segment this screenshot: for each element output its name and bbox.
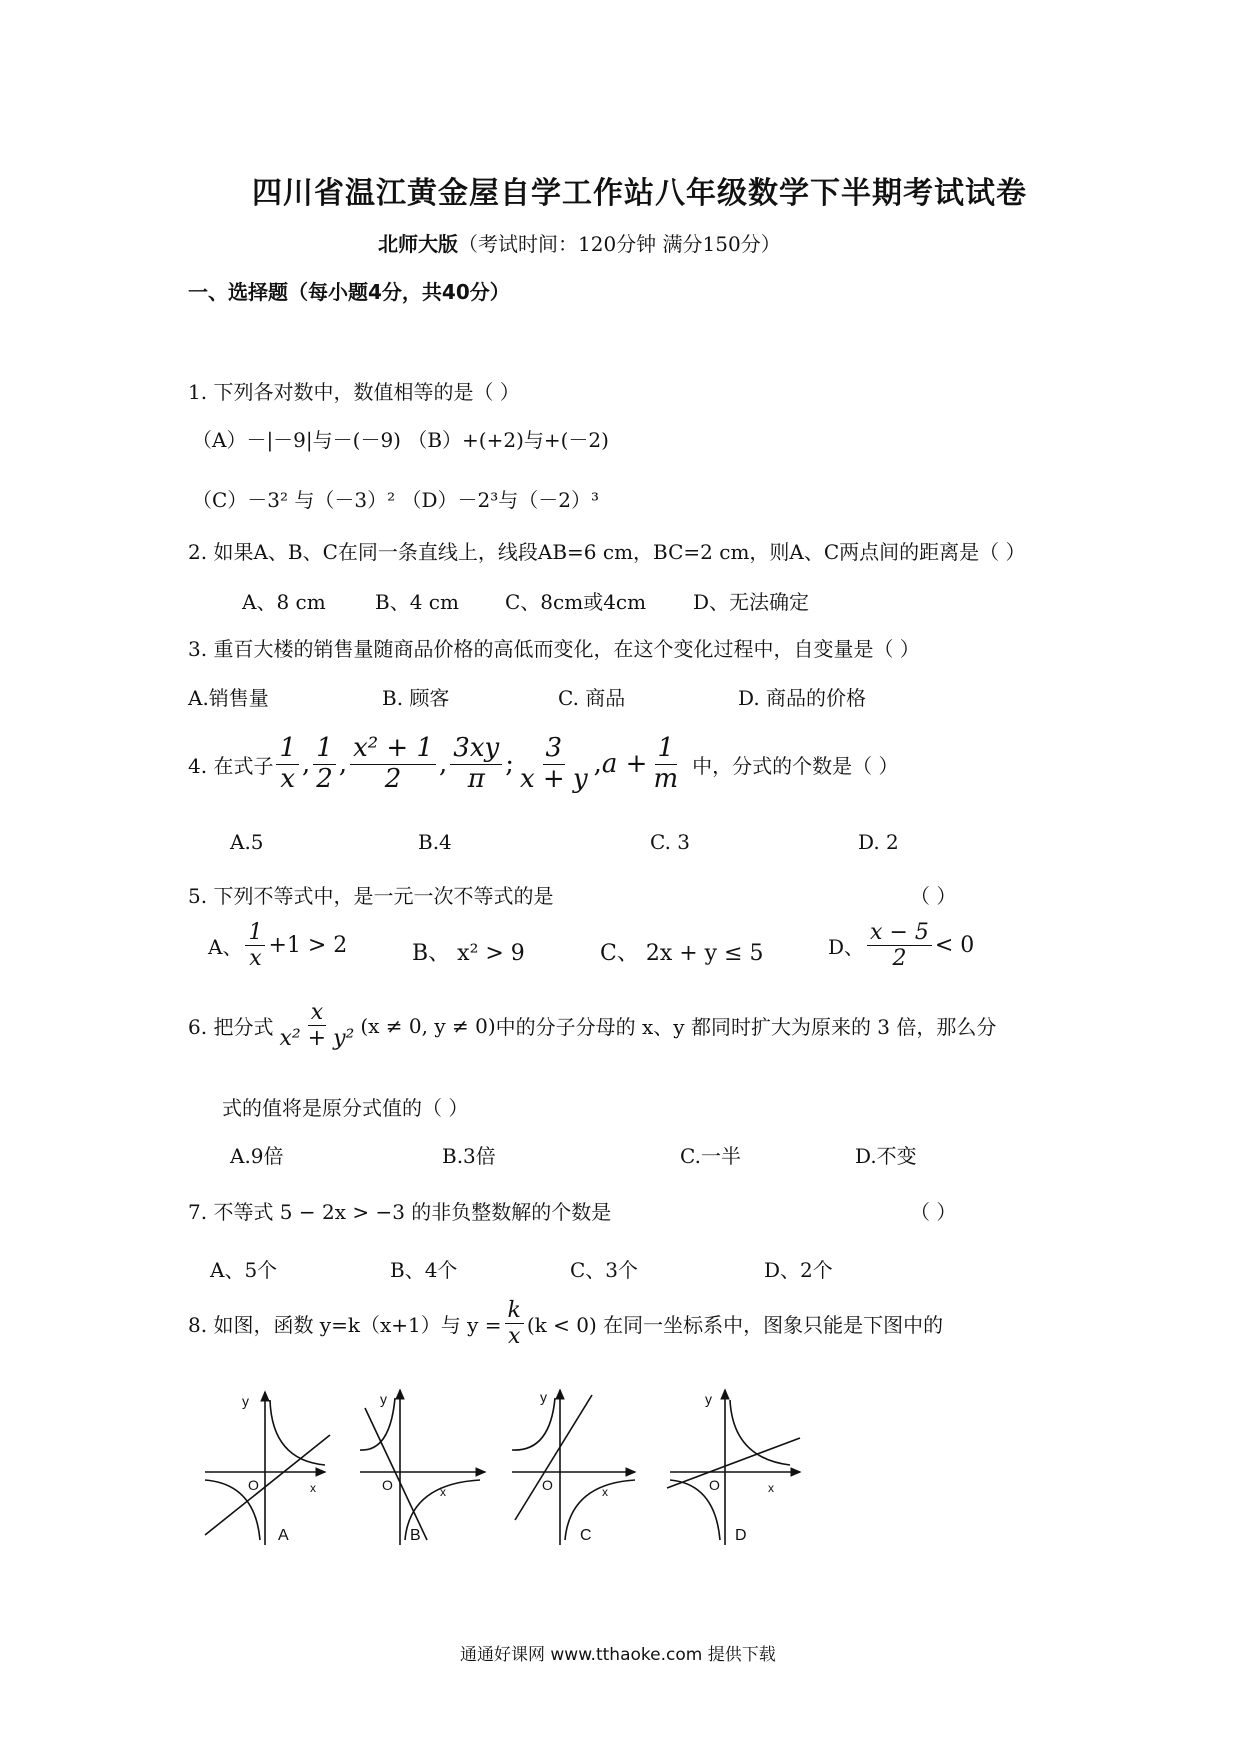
a-plus: a + bbox=[601, 749, 648, 780]
question-2-option-d: D、无法确定 bbox=[693, 590, 810, 614]
numerator: 3 bbox=[543, 734, 566, 765]
graph-label: D bbox=[735, 1527, 747, 1544]
y-label: y bbox=[705, 1391, 712, 1407]
question-5-paren: （ ） bbox=[910, 884, 957, 908]
page-title: 四川省温江黄金屋自学工作站八年级数学下半期考试试卷 bbox=[252, 176, 1027, 211]
question-4-stem: 4. 在式子 $\frac{1}{x}$ , $\frac{1}{2}$ , $\frac{\text{x² + 1}}{2}$ , $\frac{3xy}{\pi}$ ; $\frac{3}{x + y}$ , a + $\frac{1}{m}$ 中，分式的个数是（ ） bbox=[188, 733, 899, 794]
question-6-option-d: D.不变 bbox=[855, 1144, 917, 1168]
hyperbola-branch-1 bbox=[270, 1400, 325, 1465]
question-4-prefix: 4. 在式子 bbox=[188, 753, 274, 778]
hyperbola-branch-2 bbox=[565, 1480, 635, 1540]
graph-label: C bbox=[580, 1527, 592, 1544]
origin-label: O bbox=[382, 1477, 393, 1493]
question-6-stem bbox=[188, 1000, 996, 1052]
denominator: x² + y² bbox=[279, 1026, 355, 1052]
denominator: π bbox=[467, 763, 485, 794]
question-5-stem: 5. 下列不等式中，是一元一次不等式的是 bbox=[188, 884, 554, 908]
question-1-stem: 1. 下列各对数中，数值相等的是（ ） bbox=[188, 380, 520, 404]
question-4-option-a: A.5 bbox=[230, 830, 264, 854]
question-1-options-line2: （C）－3² 与（－3）² （D）－2³与（－2）³ bbox=[192, 488, 600, 512]
graph-d bbox=[667, 1390, 800, 1545]
numerator: k bbox=[505, 1298, 524, 1324]
question-6-option-a: A.9倍 bbox=[230, 1144, 284, 1168]
inequality-tail: +1 > 2 bbox=[268, 933, 348, 959]
question-8-suffix: (k < 0) 在同一坐标系中，图象只能是下图中的 bbox=[526, 1313, 944, 1338]
footer-text: 通通好课网 www.tthaoke.com 提供下载 bbox=[460, 1645, 776, 1665]
x-label: x bbox=[602, 1485, 608, 1499]
numerator: 1 bbox=[655, 734, 678, 765]
question-5-option-a bbox=[208, 920, 347, 972]
hyperbola-branch-1 bbox=[730, 1400, 790, 1465]
graph-a bbox=[205, 1392, 330, 1545]
fraction-3-over-xplusy bbox=[517, 734, 591, 795]
y-label: y bbox=[380, 1391, 387, 1407]
x-label: x bbox=[310, 1481, 316, 1495]
fraction-3xy-over-pi bbox=[450, 734, 502, 795]
graph-b bbox=[360, 1390, 485, 1545]
question-2-option-c: C、8cm或4cm bbox=[505, 590, 647, 614]
numerator: 1 bbox=[313, 734, 336, 765]
graph-c bbox=[512, 1389, 635, 1545]
denominator: x bbox=[280, 763, 296, 794]
y-label: y bbox=[242, 1393, 249, 1409]
denominator: x bbox=[249, 946, 262, 972]
fraction-xminus5-over-2 bbox=[867, 920, 932, 972]
question-7-option-d: D、2个 bbox=[764, 1258, 833, 1282]
denominator: m bbox=[653, 763, 679, 794]
question-5-option-c: C、 2x + y ≤ 5 bbox=[600, 941, 764, 966]
question-2-stem: 2. 如果A、B、C在同一条直线上，线段AB=6 cm，BC=2 cm，则A、C两点间的距离是（ ） bbox=[188, 540, 1026, 564]
fraction-1-over-2 bbox=[313, 734, 336, 795]
x-label: x bbox=[768, 1481, 774, 1495]
q8-graphs bbox=[200, 1380, 860, 1555]
denominator: 2 bbox=[892, 946, 907, 972]
numerator: x bbox=[308, 1000, 326, 1026]
denominator: 2 bbox=[384, 763, 402, 794]
y-label: y bbox=[540, 1389, 547, 1405]
denominator: x + y bbox=[519, 763, 588, 794]
inequality-tail: < 0 bbox=[934, 933, 975, 959]
subtitle bbox=[378, 228, 781, 257]
question-4-option-b: B.4 bbox=[418, 830, 452, 854]
question-6-condition: (x ≠ 0, y ≠ 0) bbox=[360, 1013, 496, 1038]
question-6-prefix: 6. 把分式 bbox=[188, 1015, 274, 1040]
question-1-options-line1: （A）－|－9|与－(－9) （B）+(+2)与+(－2) bbox=[192, 428, 609, 452]
question-7-option-a: A、5个 bbox=[210, 1258, 278, 1282]
graph-label: A bbox=[278, 1527, 289, 1544]
question-4-suffix: 中，分式的个数是（ ） bbox=[692, 753, 899, 778]
question-5-option-b: B、 x² > 9 bbox=[412, 941, 525, 966]
hyperbola-branch-1 bbox=[512, 1398, 555, 1450]
question-6-option-c: C.一半 bbox=[680, 1144, 741, 1168]
question-6-option-b: B.3倍 bbox=[442, 1144, 496, 1168]
question-3-option-a: A.销售量 bbox=[188, 686, 269, 710]
numerator: 1 bbox=[245, 920, 265, 946]
question-7-stem: 7. 不等式 5 − 2x > −3 的非负整数解的个数是 bbox=[188, 1200, 612, 1224]
question-2-option-b: B、4 cm bbox=[375, 590, 459, 614]
line-graph bbox=[365, 1408, 427, 1540]
question-7-option-b: B、4个 bbox=[390, 1258, 458, 1282]
origin-label: O bbox=[248, 1477, 259, 1493]
fraction-1-over-x bbox=[245, 920, 265, 972]
question-6-suffix: 中的分子分母的 x、y 都同时扩大为原来的 3 倍，那么分 bbox=[495, 1015, 997, 1040]
question-6-line2: 式的值将是原分式值的（ ） bbox=[222, 1096, 469, 1120]
fraction-1-over-x bbox=[276, 734, 299, 795]
question-5-option-d bbox=[828, 920, 974, 972]
question-4-option-c: C. 3 bbox=[650, 830, 691, 854]
question-2-option-a: A、8 cm bbox=[242, 590, 326, 614]
question-3-option-d: D. 商品的价格 bbox=[738, 686, 867, 710]
origin-label: O bbox=[709, 1477, 720, 1493]
numerator: x² + 1 bbox=[350, 734, 436, 765]
question-3-stem: 3. 重百大楼的销售量随商品价格的高低而变化，在这个变化过程中，自变量是（ ） bbox=[188, 637, 920, 661]
hyperbola-branch-1 bbox=[360, 1398, 395, 1450]
fraction-1-over-m bbox=[650, 734, 681, 795]
exam-info: （考试时间：120分钟 满分150分） bbox=[458, 232, 781, 256]
fraction-x-over-x2plusy2 bbox=[276, 1000, 357, 1052]
origin-label: O bbox=[542, 1477, 553, 1493]
option-label: D、 bbox=[828, 935, 865, 960]
numerator: 3xy bbox=[450, 734, 502, 765]
denominator: x bbox=[507, 1324, 521, 1350]
edition-label: 北师大版 bbox=[378, 232, 458, 256]
graph-label: B bbox=[410, 1527, 421, 1544]
question-7-paren: （ ） bbox=[910, 1200, 957, 1224]
question-7-option-c: C、3个 bbox=[570, 1258, 639, 1282]
denominator: 2 bbox=[316, 763, 333, 794]
fraction-k-over-x bbox=[505, 1298, 524, 1350]
question-4-option-d: D. 2 bbox=[858, 830, 899, 854]
question-8-stem bbox=[188, 1298, 943, 1350]
section-heading: 一、选择题（每小题4分，共40分） bbox=[188, 280, 510, 304]
option-label: A、 bbox=[208, 935, 243, 960]
fraction-x2plus1-over-2 bbox=[350, 734, 436, 795]
numerator: x − 5 bbox=[867, 920, 932, 946]
question-3-option-c: C. 商品 bbox=[558, 686, 626, 710]
question-8-prefix: 8. 如图，函数 y=k（x+1）与 y = bbox=[188, 1313, 502, 1338]
question-3-option-b: B. 顾客 bbox=[382, 686, 450, 710]
numerator: 1 bbox=[276, 734, 299, 765]
x-label: x bbox=[440, 1485, 446, 1499]
